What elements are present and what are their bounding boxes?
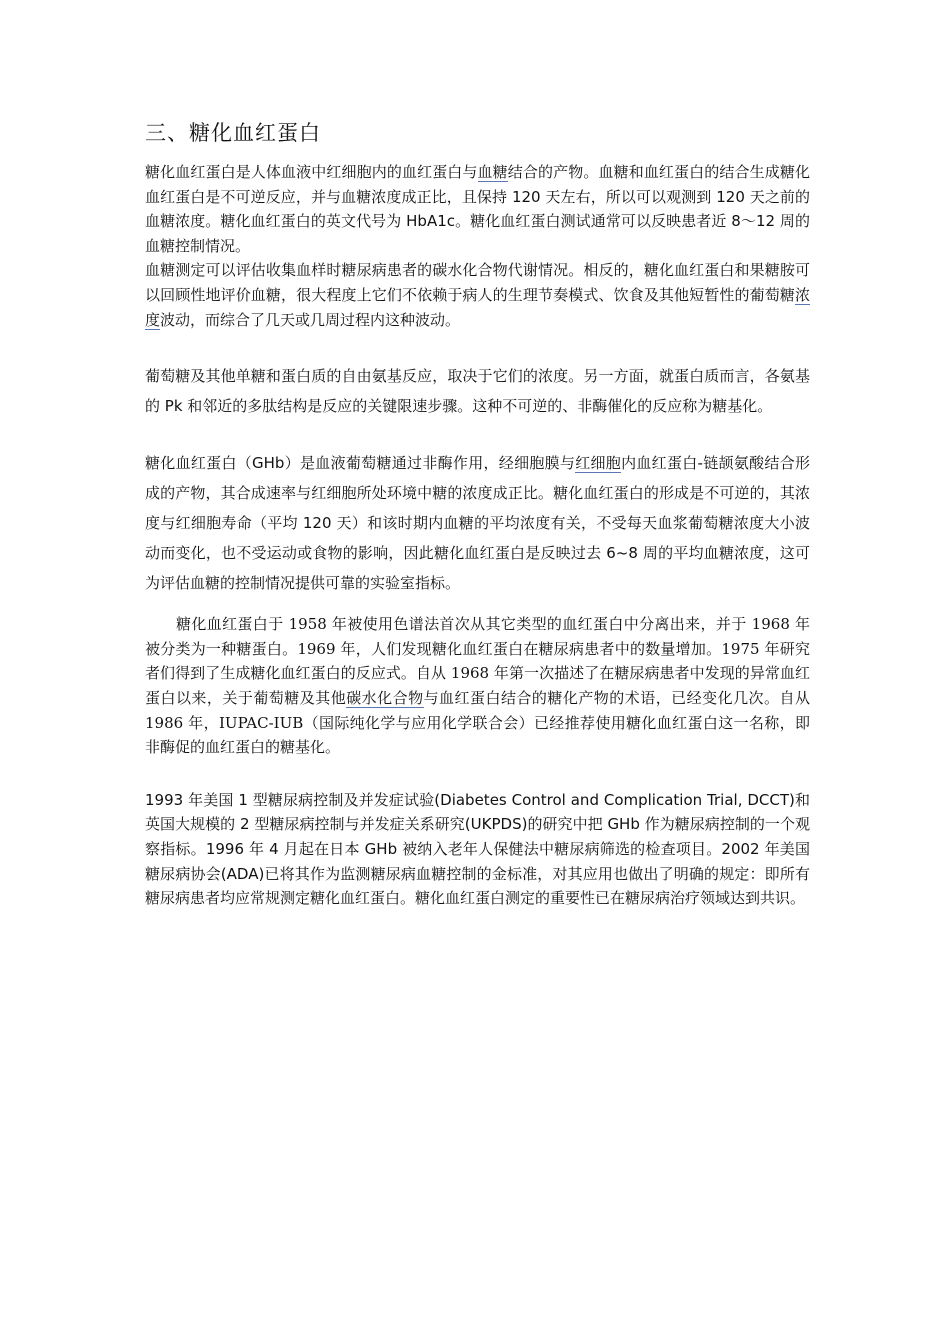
- paragraph-clinical-standard: 1993 年美国 1 型糖尿病控制及并发症试验(Diabetes Control and Complication Trial, DCCT)和英国大规模的 2 型糖尿病控制与并发症关系研究(UKPDS)的研究中把 GHb 作为糖尿病控制的一个观察指标。1996 年 4 月起在日本 GHb 被纳入老年人保健法中糖尿病筛选的检查项目。2002 年美国糖尿病协会(ADA)已将其作为监测糖尿病血糖控制的金标准，对其应用也做出了明确的规定：即所有糖尿病患者均应常规测定糖化血红蛋白。糖化血红蛋白测定的重要性已在糖尿病治疗领域达到共识。: [145, 790, 810, 908]
- paragraph-ghb: [145, 448, 810, 598]
- paragraph-text: 糖化血红蛋白于 1958 年被使用色谱法首次从其它类型的血红蛋白中分离出来，并于 1968 年被分类为一种糖蛋白。1969 年，人们发现糖化血红蛋白在糖尿病患者中的数量增加。1975 年研究者们得到了生成糖化血红蛋白的反应式。自从 1968 年第一次描述了在糖尿病患者中发现的异常血红蛋白以来，关于葡萄糖及其他: [145, 615, 810, 707]
- paragraph-glycation: 葡萄糖及其他单糖和蛋白质的自由氨基反应，取决于它们的浓度。另一方面，就蛋白质而言，各氨基的 Pk 和邻近的多肽结构是反应的关键限速步骤。这种不可逆的、非酶催化的反应称为糖基化。: [145, 367, 810, 415]
- link-carbohydrate[interactable]: 碳水化合物: [346, 688, 424, 707]
- paragraph-text: 血糖测定可以评估收集血样时糖尿病患者的碳水化合物代谢情况。相反的，糖化血红蛋白和果糖胺可以回顾性地评价血糖，很大程度上它们不依赖于病人的生理节奏模式、饮食及其他短暂性的葡萄糖: [145, 261, 810, 304]
- section-heading: 三、糖化血红蛋白: [145, 121, 321, 145]
- paragraph-glucose-measurement: [145, 258, 810, 332]
- paragraph-history: [145, 612, 810, 760]
- paragraph-text: 波动，而综合了几天或几周过程内这种波动。: [160, 310, 461, 329]
- link-blood-sugar[interactable]: 血糖: [477, 163, 508, 181]
- paragraph-text: 结合的产物。血糖和血红蛋白的结合生成糖化血红蛋白是不可逆反应，并与血糖浓度成正比，且保持 120 天左右，所以可以观测到 120 天之前的血糖浓度。糖化血红蛋白的英文代号为 HbA1c。糖化血红蛋白测试通常可以反映患者近 8～12 周的血糖控制情况。: [145, 163, 810, 255]
- document-page: [145, 118, 810, 911]
- link-concentration[interactable]: 浓度: [145, 285, 810, 329]
- paragraph-text: 内血红蛋白-链颉氨酸结合形成的产物，其合成速率与红细胞所处环境中糖的浓度成正比。糖化血红蛋白的形成是不可逆的，其浓度与红细胞寿命（平均 120 天）和该时期内血糖的平均浓度有关，不受每天血浆葡萄糖浓度大小波动而变化，也不受运动或食物的影响，因此糖化血红蛋白是反映过去 6~8 周的平均血糖浓度，这可为评估血糖的控制情况提供可靠的实验室指标。: [145, 454, 810, 593]
- paragraph-text: 与血红蛋白结合的糖化产物的术语，已经变化几次。自从 1986 年，IUPAC-IUB（国际纯化学与应用化学联合会）已经推荐使用糖化血红蛋白这一名称，即非酶促的血红蛋白的糖基化。: [145, 688, 810, 757]
- paragraph-hba1c-definition: [145, 160, 810, 258]
- link-red-blood-cell[interactable]: 红细胞: [575, 454, 622, 473]
- paragraph-text: 糖化血红蛋白（GHb）是血液葡萄糖通过非酶作用，经细胞膜与: [145, 454, 576, 473]
- paragraph-text: 糖化血红蛋白是人体血液中红细胞内的血红蛋白与: [145, 163, 478, 181]
